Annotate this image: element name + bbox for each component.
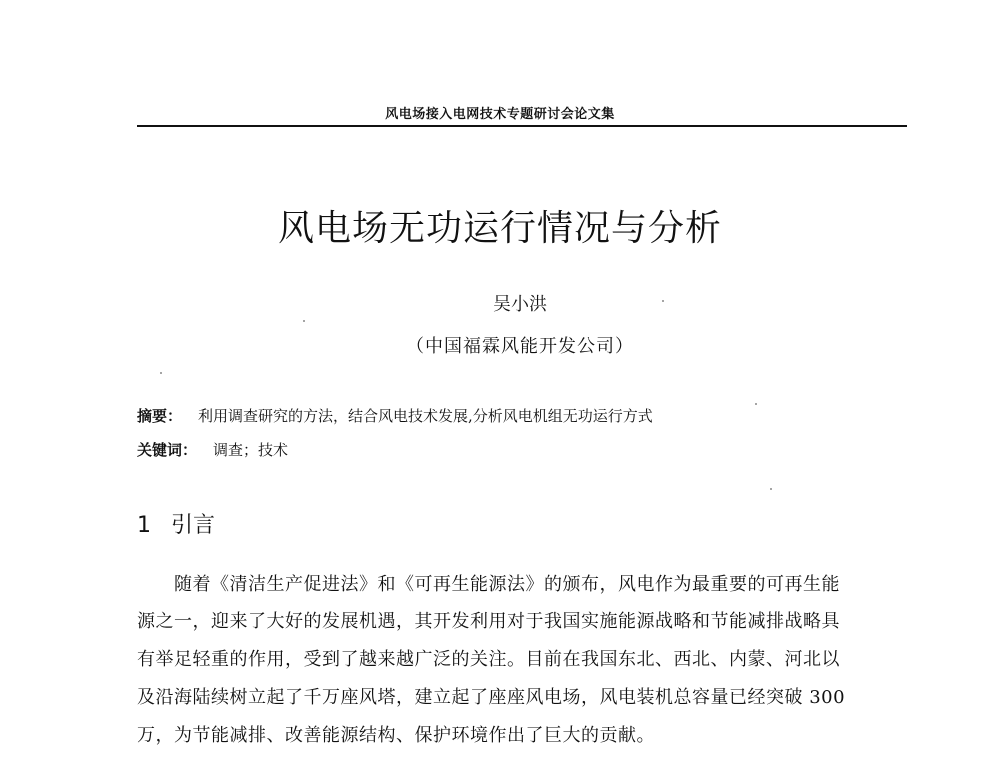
body-text-line: 随着《清洁生产促进法》和《可再生能源法》的颁布，风电作为最重要的可再生能 (174, 574, 840, 595)
keywords-label: 关键词： (137, 441, 198, 459)
keywords (137, 439, 288, 460)
header-rule (137, 125, 907, 127)
scan-speck (755, 403, 757, 405)
keywords-text: 调查；技术 (213, 441, 289, 459)
abstract (137, 405, 653, 426)
running-header: 风电场接入电网技术专题研讨会论文集 (385, 107, 615, 122)
body-text-line: 有举足轻重的作用，受到了越来越广泛的关注。目前在我国东北、西北、内蒙、河北以 (137, 649, 840, 670)
scan-speck (770, 488, 772, 490)
section-heading (137, 508, 215, 539)
abstract-label: 摘要： (137, 407, 183, 425)
body-text-line: 源之一，迎来了大好的发展机遇，其开发利用对于我国实施能源战略和节能减排战略具 (137, 611, 840, 632)
author-affiliation: （中国福霖风能开发公司） (406, 336, 634, 357)
scan-speck (662, 300, 664, 302)
scan-speck (160, 372, 162, 374)
body-text-line: 及沿海陆续树立起了千万座风塔，建立起了座座风电场，风电装机总容量已经突破 300 (137, 687, 846, 708)
scan-speck (303, 320, 305, 322)
paper-title: 风电场无功运行情况与分析 (277, 208, 722, 249)
author-name: 吴小洪 (493, 294, 547, 315)
body-text-line: 万，为节能减排、改善能源结构、保护环境作出了巨大的贡献。 (137, 725, 655, 746)
abstract-text: 利用调查研究的方法，结合风电技术发展,分析风电机组无功运行方式 (198, 407, 653, 425)
section-title: 引言 (171, 513, 216, 538)
section-number: 1 (137, 513, 151, 538)
